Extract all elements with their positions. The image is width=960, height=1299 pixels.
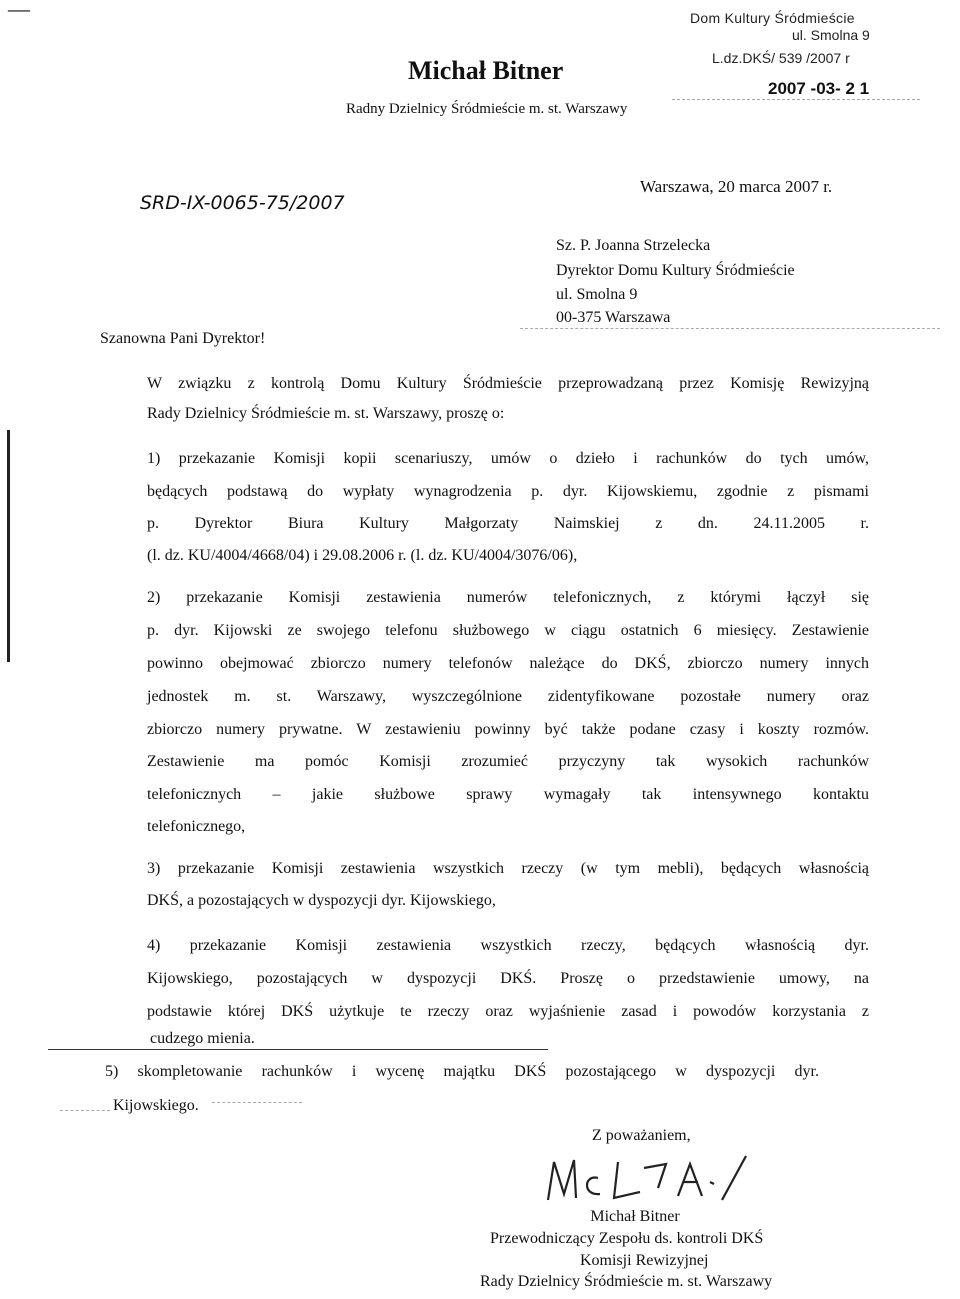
signer-title-1: Przewodniczący Zespołu ds. kontroli DKŚ <box>490 1230 764 1247</box>
recipient-line-4: 00-375 Warszawa <box>556 309 671 326</box>
recipient-line-1: Sz. P. Joanna Strzelecka <box>556 237 711 254</box>
body-line: Rady Dzielnicy Śródmieście m. st. Warszawy, proszę o: <box>147 405 505 422</box>
body-line: Zestawienie ma pomóc Komisji zrozumieć przyczyny tak wysokich rachunków <box>147 753 869 770</box>
signature-image <box>540 1148 760 1210</box>
body-line: 3) przekazanie Komisji zestawienia wszystkich rzeczy (w tym mebli), będących własnością <box>147 860 869 877</box>
signer-title-3: Rady Dzielnicy Śródmieście m. st. Warszawy <box>480 1273 773 1290</box>
body-line: będących podstawą do wypłaty wynagrodzenia p. dyr. Kijowskiemu, zgodnie z pismami <box>147 483 869 500</box>
body-line: (l. dz. KU/4004/4668/04) i 29.08.2006 r. (l. dz. KU/4004/3076/06), <box>147 547 578 564</box>
body-line: 2) przekazanie Komisji zestawienia numerów telefonicznych, z którymi łączył się <box>147 589 869 606</box>
recipient-line-3: ul. Smolna 9 <box>556 286 638 303</box>
body-line: powinno obejmować zbiorczo numery telefonów należące do DKŚ, zbiorczo numery innych <box>147 655 869 672</box>
body-line: cudzego mienia. <box>150 1030 255 1047</box>
body-line: 1) przekazanie Komisji kopii scenariuszy, umów o dzieło i rachunków do tych umów, <box>147 450 869 467</box>
body-line: 5) skompletowanie rachunków i wycenę majątku DKŚ pozostającego w dyspozycji dyr. <box>105 1063 819 1080</box>
sender-name: Michał Bitner <box>408 56 564 85</box>
body-line: 4) przekazanie Komisji zestawienia wszystkich rzeczy, będących własnością dyr. <box>147 937 869 954</box>
scan-rule <box>48 1049 548 1050</box>
scan-rule-faint <box>520 328 940 329</box>
body-line: Kijowskiego. <box>113 1097 199 1114</box>
body-line: W związku z kontrolą Domu Kultury Śródmieście przeprowadzaną przez Komisję Rewizyjną <box>147 375 869 392</box>
body-line: p. dyr. Kijowski ze swojego telefonu służbowego w ciągu ostatnich 6 miesięcy. Zestawienie <box>147 622 869 639</box>
scan-margin-mark <box>7 430 10 662</box>
stamp-line-2: ul. Smolna 9 <box>792 27 870 43</box>
signer-title-2: Komisji Rewizyjnej <box>580 1252 709 1269</box>
body-line: zbiorczo numery prywatne. W zestawieniu powinny być także podane czasy i koszty rozmów. <box>147 721 869 738</box>
scan-rule-faint <box>212 1102 302 1103</box>
place-date: Warszawa, 20 marca 2007 r. <box>640 177 833 196</box>
handwritten-reference: SRD-IX-0065-75/2007 <box>140 192 345 214</box>
scan-rule-faint <box>60 1110 110 1111</box>
stamp-line-3: L.dz.DKŚ/ 539 /2007 r <box>712 50 850 66</box>
body-line: p. Dyrektor Biura Kultury Małgorzaty Naimskiej z dn. 24.11.2005 r. <box>147 515 869 532</box>
page-mark: — <box>8 0 30 21</box>
sender-role: Radny Dzielnicy Śródmieście m. st. Warszawy <box>346 101 628 117</box>
stamp-date: 2007 -03- 2 1 <box>768 79 870 98</box>
closing: Z poważaniem, <box>592 1127 691 1144</box>
stamp-divider <box>672 99 920 100</box>
body-line: podstawie której DKŚ użytkuje te rzeczy oraz wyjaśnienie zasad i powodów korzystania z <box>147 1003 869 1020</box>
salutation: Szanowna Pani Dyrektor! <box>100 330 266 347</box>
body-line: jednostek m. st. Warszawy, wyszczególnione zidentyfikowane pozostałe numery oraz <box>147 688 869 705</box>
handwritten-signature <box>540 1148 760 1210</box>
recipient-line-2: Dyrektor Domu Kultury Śródmieście <box>556 262 795 279</box>
body-line: telefonicznych – jakie służbowe sprawy wymagały tak intensywnego kontaktu <box>147 786 869 803</box>
stamp-line-1: Dom Kultury Śródmieście <box>690 10 855 26</box>
body-line: telefonicznego, <box>147 818 246 835</box>
signer-name: Michał Bitner <box>590 1208 680 1225</box>
body-line: DKŚ, a pozostających w dyspozycji dyr. Kijowskiego, <box>147 892 496 909</box>
body-line: Kijowskiego, pozostających w dyspozycji DKŚ. Proszę o przedstawienie umowy, na <box>147 970 869 987</box>
